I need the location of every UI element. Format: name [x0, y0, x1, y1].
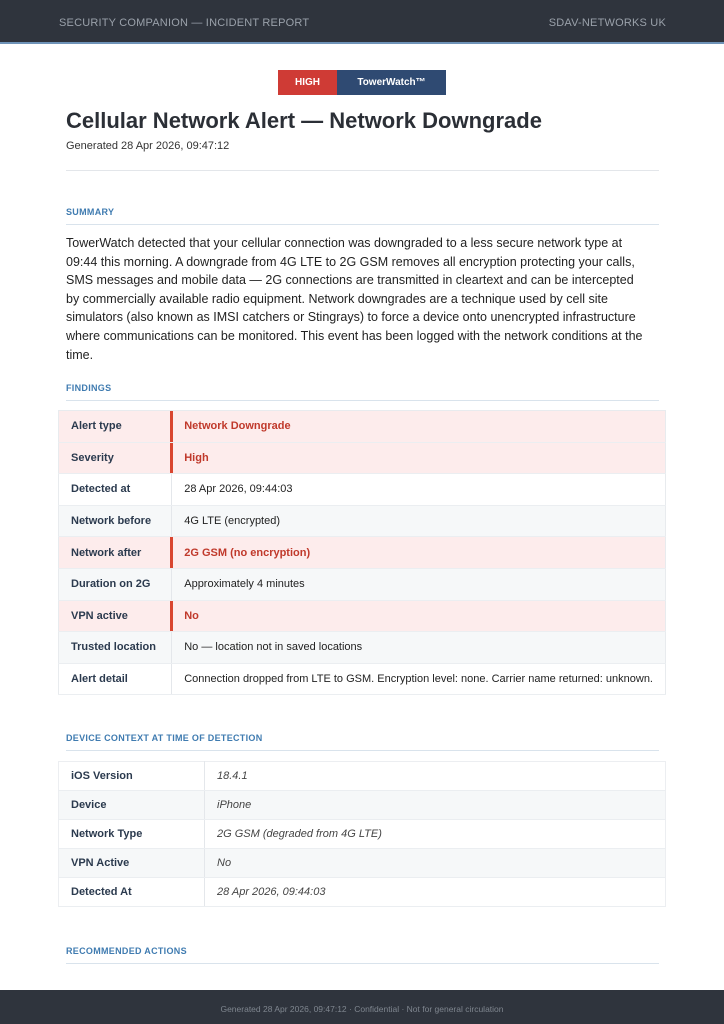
device-context-heading: DEVICE CONTEXT AT TIME OF DETECTION: [66, 733, 263, 743]
summary-divider: [66, 224, 659, 225]
report-header-bar: [0, 0, 724, 44]
table-row: [59, 411, 666, 443]
organisation-label: SDAV-NETWORKS UK: [548, 17, 666, 29]
row-label: Device: [59, 791, 205, 820]
row-label: Alert type: [59, 411, 172, 443]
row-value: No — location not in saved locations: [172, 632, 666, 664]
table-row: [59, 849, 666, 878]
row-label: Network Type: [59, 820, 205, 849]
row-label: Trusted location: [59, 632, 172, 664]
row-value: High: [172, 442, 666, 474]
findings-table: [58, 410, 666, 695]
findings-divider: [66, 400, 659, 401]
table-row: [59, 568, 666, 600]
row-value: Connection dropped from LTE to GSM. Encryption level: none. Carrier name returned: unknown.: [172, 663, 666, 695]
table-row: [59, 878, 666, 907]
row-value: 4G LTE (encrypted): [172, 505, 666, 537]
table-row: [59, 474, 666, 506]
row-value: 28 Apr 2026, 09:44:03: [172, 474, 666, 506]
table-row: [59, 791, 666, 820]
recommended-actions-divider: [66, 963, 659, 964]
table-row: [59, 762, 666, 791]
title-divider: [66, 170, 659, 171]
row-value: 2G GSM (no encryption): [172, 537, 666, 569]
device-context-divider: [66, 750, 659, 751]
brand-badge: TowerWatch™: [337, 70, 446, 95]
table-row: [59, 442, 666, 474]
row-value: Approximately 4 minutes: [172, 568, 666, 600]
findings-heading: FINDINGS: [66, 383, 112, 393]
table-row: [59, 537, 666, 569]
badge-group: [278, 70, 446, 95]
severity-badge: HIGH: [278, 70, 337, 95]
table-row: [59, 632, 666, 664]
report-type-label: SECURITY COMPANION — INCIDENT REPORT: [59, 17, 310, 29]
row-value: Network Downgrade: [172, 411, 666, 443]
row-label: Duration on 2G: [59, 568, 172, 600]
row-label: iOS Version: [59, 762, 205, 791]
row-label: Alert detail: [59, 663, 172, 695]
row-label: VPN active: [59, 600, 172, 632]
table-row: [59, 820, 666, 849]
footer-text: Generated 28 Apr 2026, 09:47:12 · Confidential · Not for general circulation: [220, 1004, 504, 1014]
row-label: VPN Active: [59, 849, 205, 878]
summary-heading: SUMMARY: [66, 207, 115, 217]
row-value: 28 Apr 2026, 09:44:03: [205, 878, 666, 907]
device-context-table: [58, 761, 666, 907]
report-footer: [0, 990, 724, 1024]
summary-text: TowerWatch detected that your cellular connection was downgraded to a less secure network type at 09:44 this morning. A downgrade from 4G LTE to 2G GSM removes all encryption protecting your calls, SMS messages and mobile data — 2G connections are transmitted in cleartext and can be intercepted by commercially available radio equipment. Network downgrades are a technique used by cell site simulators (also known as IMSI catchers or Stingrays) to force a device onto unencrypted infrastructure where communications can be monitored. This event has been logged with the network conditions at the time.: [66, 236, 643, 362]
row-value: No: [205, 849, 666, 878]
row-value: No: [172, 600, 666, 632]
row-label: Detected at: [59, 474, 172, 506]
row-value: 18.4.1: [205, 762, 666, 791]
table-row: [59, 600, 666, 632]
report-title: Cellular Network Alert — Network Downgrade: [66, 108, 542, 133]
table-row: [59, 663, 666, 695]
table-row: [59, 505, 666, 537]
generated-timestamp: Generated 28 Apr 2026, 09:47:12: [66, 140, 230, 152]
row-label: Network before: [59, 505, 172, 537]
row-value: 2G GSM (degraded from 4G LTE): [205, 820, 666, 849]
recommended-actions-heading: RECOMMENDED ACTIONS: [66, 946, 187, 956]
row-value: iPhone: [205, 791, 666, 820]
row-label: Detected At: [59, 878, 205, 907]
row-label: Severity: [59, 442, 172, 474]
row-label: Network after: [59, 537, 172, 569]
